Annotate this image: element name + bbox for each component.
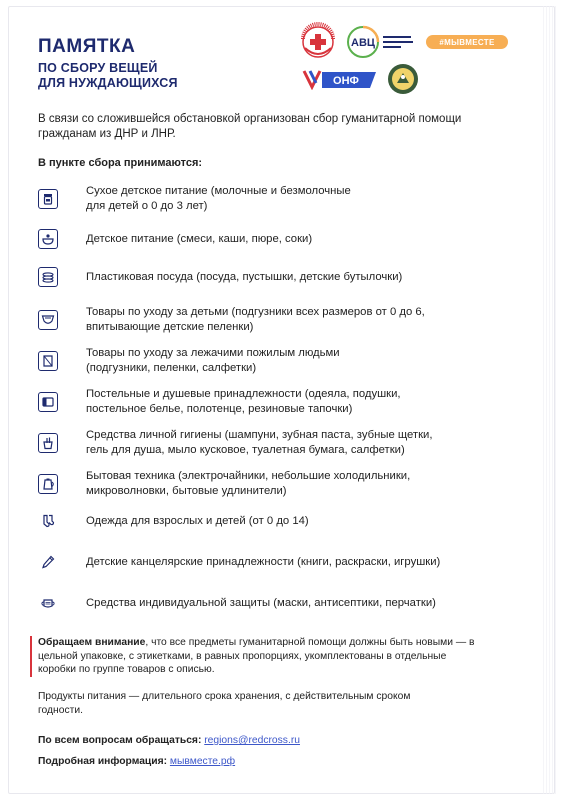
diaper-icon [38, 310, 58, 330]
subtitle-line-2: ДЛЯ НУЖДАЮЩИХСЯ [38, 76, 178, 90]
header [38, 36, 178, 91]
page-title: ПАМЯТКА [38, 36, 136, 57]
contact-info-label: Подробная информация: [38, 756, 168, 767]
list-item-text: Средства индивидуальной защиты (маски, антисептики, перчатки) [86, 596, 436, 609]
avc-logo [346, 22, 420, 67]
baby-food-jar-icon [38, 189, 58, 209]
plates-icon [38, 267, 58, 287]
list-item-text: Товары по уходу за лежачими пожилым людьми (подгузники, пеленки, салфетки) [86, 347, 340, 374]
intro-text: В связи со сложившейся обстановкой организован сбор гуманитарной помощи гражданам из ДНР и ЛНР. [38, 113, 462, 140]
list-item-text: Детские канцелярские принадлежности (книги, раскраски, игрушки) [86, 555, 441, 568]
mask-icon [38, 593, 58, 613]
list-item [38, 229, 506, 249]
kettle-icon [38, 474, 58, 494]
email-link[interactable]: regions@redcross.ru [204, 735, 300, 746]
notice-text: , что все предметы гуманитарной помощи должны быть новыми — в цельной упаковке, с этикетками, в равных пропорциях, укомплектованы в отдельные коробки по группе товаров с описью. [38, 637, 475, 675]
list-item [38, 511, 506, 531]
list-item-text: Бытовая техника (электрочайники, небольшие холодильники, микроволновки, бытовые удлинители) [86, 470, 411, 497]
site-link[interactable]: мывместе.рф [169, 756, 236, 767]
partner-logos [296, 22, 516, 102]
list-item [38, 305, 506, 334]
food-note: Продукты питания — длительного срока хранения, с действительным сроком годности. [38, 691, 411, 716]
list-item-text: Товары по уходу за детьми (подгузники всех размеров от 0 до 6, впитывающие детские пеленки) [86, 306, 425, 333]
onf-logo [302, 68, 378, 95]
onf-logo-text: ОНФ [333, 75, 359, 87]
list-item [38, 184, 506, 213]
page-edge-stripes [543, 6, 557, 794]
hashtag-badge: #МЫВМЕСТЕ [426, 35, 508, 49]
notice-block [30, 636, 478, 677]
contact-info [38, 756, 235, 767]
page-subtitle [38, 61, 178, 91]
list-item [38, 346, 506, 375]
notice-bold: Обращаем внимание [38, 637, 146, 648]
subtitle-line-1: ПО СБОРУ ВЕЩЕЙ [38, 61, 158, 75]
section-title: В пункте сбора принимаются: [38, 157, 203, 169]
list-item [38, 387, 506, 416]
red-cross-logo [296, 22, 340, 67]
napkin-icon [38, 351, 58, 371]
pencil-icon [38, 552, 58, 572]
list-item-text: Сухое детское питание (молочные и безмолочные для детей о 0 до 3 лет) [86, 185, 351, 212]
list-item [38, 469, 506, 498]
bowl-icon [38, 229, 58, 249]
list-item [38, 428, 506, 457]
emblem-logo [386, 62, 420, 101]
contact-questions [38, 735, 300, 746]
socks-icon [38, 511, 58, 531]
list-item-text: Детское питание (смеси, каши, пюре, соки) [86, 232, 313, 245]
list-item-text: Постельные и душевые принадлежности (одеяла, подушки, постельное белье, полотенце, резиновые тапочки) [86, 388, 401, 415]
contact-questions-label: По всем вопросам обращаться: [38, 735, 202, 746]
list-item [38, 593, 506, 613]
list-item-text: Пластиковая посуда (посуда, пустышки, детские бутылочки) [86, 270, 403, 283]
toothbrush-icon [38, 433, 58, 453]
list-item [38, 267, 506, 287]
list-item-text: Средства личной гигиены (шампуни, зубная паста, зубные щетки, гель для душа, мыло кусковое, туалетная бумага, салфетки) [86, 429, 433, 456]
avc-logo-text: АВЦ [351, 37, 375, 49]
list-item [38, 552, 506, 572]
bedding-icon [38, 392, 58, 412]
list-item-text: Одежда для взрослых и детей (от 0 до 14) [86, 514, 309, 527]
